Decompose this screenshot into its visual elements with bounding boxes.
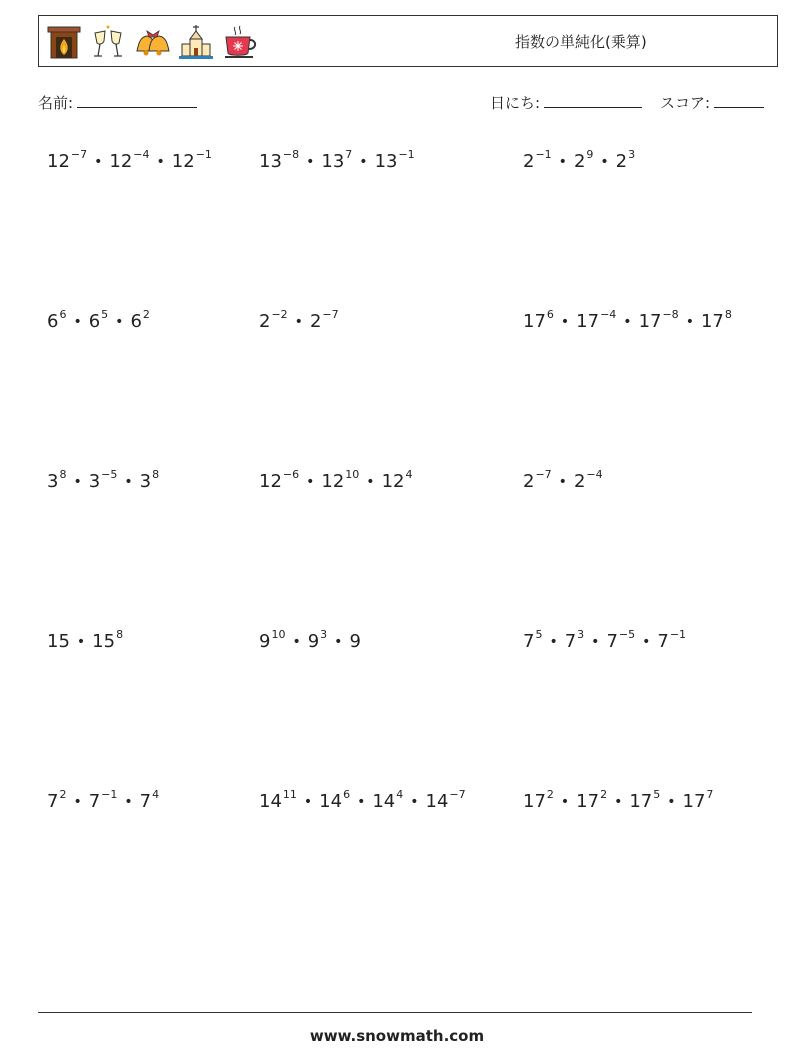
problem-11 — [259, 628, 361, 656]
multiply-dot: • — [600, 154, 609, 170]
base: 7 — [88, 791, 101, 812]
multiply-dot: • — [560, 794, 570, 810]
base: 14 — [425, 791, 449, 812]
power-term — [657, 628, 687, 652]
multiply-dot: • — [73, 794, 82, 810]
base: 6 — [130, 311, 142, 332]
power-term — [523, 308, 554, 332]
exponent: 4 — [152, 788, 160, 801]
multiply-dot: • — [359, 154, 368, 170]
base: 12 — [109, 151, 133, 172]
base: 12 — [381, 471, 405, 492]
base: 17 — [638, 311, 662, 332]
power-term — [374, 148, 415, 172]
base: 17 — [700, 311, 724, 332]
base: 13 — [321, 151, 345, 172]
base: 17 — [523, 791, 546, 812]
power-term — [573, 148, 594, 172]
problem-12 — [523, 628, 686, 656]
power-term — [523, 628, 543, 652]
bells-icon — [133, 23, 171, 61]
problem-15 — [523, 788, 713, 816]
base: 3 — [139, 471, 152, 492]
exponent: 4 — [405, 468, 413, 481]
base: 9 — [307, 631, 320, 652]
base: 7 — [606, 631, 618, 652]
power-term — [321, 468, 360, 492]
power-term — [523, 788, 554, 812]
exponent: 6 — [343, 788, 351, 801]
score-label: スコア: — [660, 94, 711, 112]
base: 3 — [47, 471, 59, 492]
power-term — [309, 308, 339, 332]
base: 2 — [615, 151, 628, 172]
power-term — [564, 628, 585, 652]
multiply-dot: • — [410, 794, 419, 810]
exponent: −1 — [101, 788, 118, 801]
power-term — [523, 148, 552, 172]
power-term — [47, 148, 88, 172]
exponent: 7 — [345, 148, 353, 161]
name-label: 名前: — [38, 94, 74, 112]
multiply-dot: • — [558, 154, 567, 170]
exponent: −7 — [535, 468, 552, 481]
power-term — [700, 308, 732, 332]
problem-5 — [259, 308, 339, 336]
church-icon — [177, 23, 215, 61]
base: 7 — [657, 631, 669, 652]
base: 6 — [88, 311, 101, 332]
multiply-dot: • — [558, 474, 567, 490]
exponent: −4 — [586, 468, 603, 481]
multiply-dot: • — [94, 154, 103, 170]
exponent: 8 — [116, 628, 124, 641]
exponent: 5 — [101, 308, 109, 321]
multiply-dot: • — [549, 634, 558, 650]
score-blank[interactable] — [714, 92, 764, 108]
power-term — [576, 308, 617, 332]
multiply-dot: • — [124, 794, 133, 810]
power-term — [109, 148, 150, 172]
exponent: 3 — [577, 628, 585, 641]
exponent: −1 — [195, 148, 212, 161]
base: 13 — [374, 151, 398, 172]
power-term — [615, 148, 636, 172]
exponent: −8 — [282, 148, 300, 161]
exponent: 5 — [653, 788, 661, 801]
exponent: 10 — [271, 628, 286, 641]
base: 3 — [88, 471, 101, 492]
base: 6 — [47, 311, 59, 332]
hot-cup-icon — [221, 23, 259, 61]
exponent: −7 — [70, 148, 88, 161]
exponent: −1 — [669, 628, 687, 641]
footer-divider — [38, 1012, 752, 1013]
base: 14 — [372, 791, 396, 812]
base: 9 — [259, 631, 271, 652]
multiply-dot: • — [334, 634, 343, 650]
base: 14 — [319, 791, 343, 812]
base: 12 — [259, 471, 282, 492]
exponent: 7 — [706, 788, 714, 801]
power-term — [88, 308, 109, 332]
power-term — [47, 631, 70, 652]
base: 7 — [564, 631, 577, 652]
exponent: 8 — [59, 468, 67, 481]
power-term — [523, 468, 552, 492]
base: 12 — [171, 151, 195, 172]
exponent: −7 — [322, 308, 339, 321]
name-blank[interactable] — [77, 92, 197, 108]
exponent: 3 — [320, 628, 328, 641]
power-term — [425, 788, 466, 812]
multiply-dot: • — [292, 634, 301, 650]
exponent: 9 — [586, 148, 594, 161]
power-term — [259, 308, 288, 332]
multiply-dot: • — [685, 314, 694, 330]
multiply-dot: • — [73, 314, 82, 330]
exponent: −7 — [449, 788, 466, 801]
power-term — [573, 468, 603, 492]
exponent: 8 — [724, 308, 732, 321]
header-icons — [45, 23, 259, 61]
base: 14 — [259, 791, 282, 812]
footer-website: www.snowmath.com — [309, 1027, 485, 1045]
exponent: −5 — [101, 468, 118, 481]
exponent: −4 — [133, 148, 150, 161]
exponent: −5 — [618, 628, 636, 641]
date-field — [490, 92, 642, 114]
power-term — [307, 628, 328, 652]
power-term — [321, 148, 353, 172]
multiply-dot: • — [591, 634, 600, 650]
base: 17 — [576, 791, 600, 812]
base: 17 — [523, 311, 546, 332]
exponent: 6 — [59, 308, 67, 321]
exponent: 2 — [600, 788, 608, 801]
base: 9 — [349, 631, 361, 652]
base: 15 — [47, 631, 70, 652]
power-term — [349, 631, 360, 652]
fireplace-icon — [45, 23, 83, 61]
exponent: −1 — [535, 148, 552, 161]
power-term — [381, 468, 413, 492]
problem-2 — [259, 148, 415, 176]
base: 2 — [573, 471, 586, 492]
date-label: 日にち: — [490, 94, 541, 112]
problem-10 — [47, 628, 123, 656]
base: 12 — [321, 471, 345, 492]
power-term — [130, 308, 150, 332]
exponent: 2 — [546, 788, 554, 801]
exponent: 2 — [142, 308, 150, 321]
problem-9 — [523, 468, 603, 496]
power-term — [171, 148, 212, 172]
exponent: −6 — [282, 468, 300, 481]
exponent: −4 — [600, 308, 617, 321]
multiply-dot: • — [124, 474, 133, 490]
problem-13 — [47, 788, 159, 816]
problem-1 — [47, 148, 212, 176]
power-term — [47, 308, 67, 332]
power-term — [629, 788, 661, 812]
date-blank[interactable] — [544, 92, 642, 108]
multiply-dot: • — [357, 794, 366, 810]
exponent: 6 — [546, 308, 554, 321]
problem-7 — [47, 468, 159, 496]
problem-6 — [523, 308, 732, 336]
champagne-glasses-icon — [89, 23, 127, 61]
multiply-dot: • — [366, 474, 375, 490]
power-term — [88, 788, 118, 812]
base: 17 — [629, 791, 653, 812]
problem-3 — [523, 148, 635, 176]
exponent: 11 — [282, 788, 297, 801]
multiply-dot: • — [623, 314, 632, 330]
worksheet-header — [38, 15, 778, 67]
power-term — [259, 788, 297, 812]
power-term — [259, 628, 286, 652]
base: 13 — [259, 151, 282, 172]
multiply-dot: • — [306, 154, 315, 170]
base: 12 — [47, 151, 70, 172]
base: 2 — [523, 151, 535, 172]
base: 15 — [92, 631, 116, 652]
problem-4 — [47, 308, 150, 336]
exponent: 10 — [345, 468, 360, 481]
problem-14 — [259, 788, 466, 816]
base: 7 — [139, 791, 152, 812]
multiply-dot: • — [642, 634, 651, 650]
power-term — [682, 788, 714, 812]
multiply-dot: • — [73, 474, 82, 490]
multiply-dot: • — [306, 474, 315, 490]
exponent: −1 — [398, 148, 415, 161]
multiply-dot: • — [614, 794, 623, 810]
power-term — [139, 788, 160, 812]
exponent: −2 — [271, 308, 288, 321]
name-field — [38, 92, 197, 114]
power-term — [88, 468, 118, 492]
base: 2 — [259, 311, 271, 332]
problem-8 — [259, 468, 412, 496]
multiply-dot: • — [667, 794, 676, 810]
base: 7 — [47, 791, 59, 812]
base: 17 — [576, 311, 600, 332]
score-field — [660, 92, 764, 114]
power-term — [576, 788, 608, 812]
base: 7 — [523, 631, 535, 652]
power-term — [139, 468, 160, 492]
multiply-dot: • — [115, 314, 124, 330]
power-term — [259, 148, 300, 172]
multiply-dot: • — [294, 314, 303, 330]
power-term — [638, 308, 679, 332]
power-term — [47, 468, 67, 492]
base: 17 — [682, 791, 706, 812]
base: 2 — [573, 151, 586, 172]
exponent: 4 — [396, 788, 404, 801]
multiply-dot: • — [303, 794, 313, 810]
multiply-dot: • — [76, 634, 86, 650]
multiply-dot: • — [560, 314, 570, 330]
power-term — [92, 628, 124, 652]
base: 2 — [309, 311, 322, 332]
power-term — [259, 468, 300, 492]
power-term — [47, 788, 67, 812]
exponent: −8 — [662, 308, 679, 321]
exponent: 8 — [152, 468, 160, 481]
power-term — [372, 788, 404, 812]
power-term — [606, 628, 636, 652]
exponent: 3 — [628, 148, 636, 161]
exponent: 2 — [59, 788, 67, 801]
exponent: 5 — [535, 628, 543, 641]
worksheet-title: 指数の単純化(乗算) — [515, 33, 647, 51]
power-term — [319, 788, 351, 812]
base: 2 — [523, 471, 535, 492]
multiply-dot: • — [156, 154, 165, 170]
